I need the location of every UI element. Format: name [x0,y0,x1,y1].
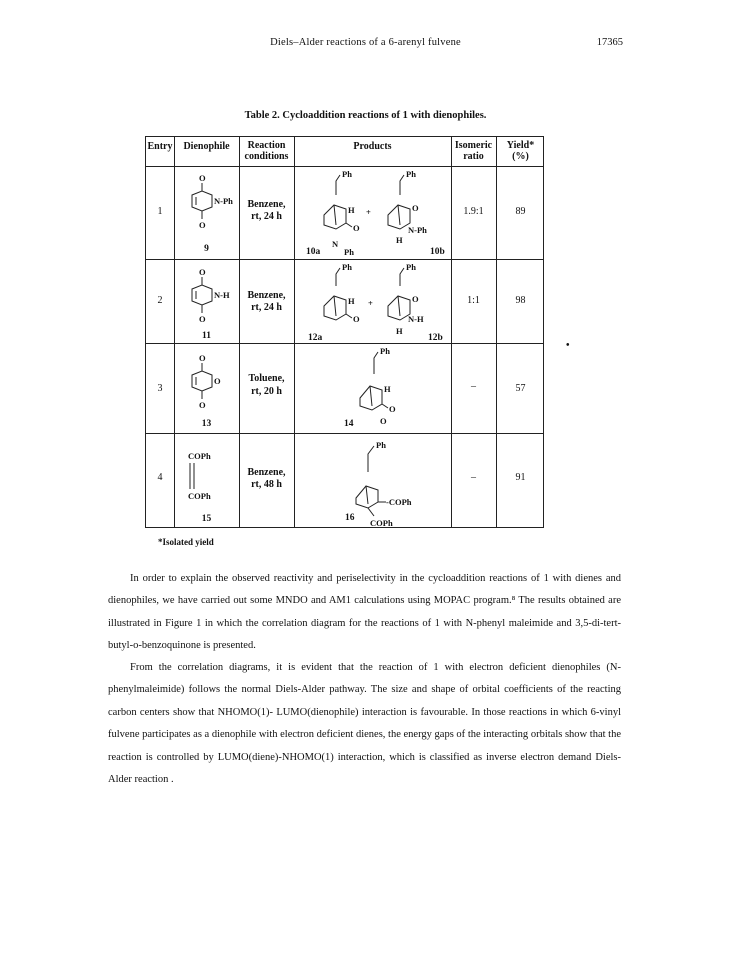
condition-solvent: Benzene, [247,467,286,478]
svg-text:Ph: Ph [406,169,416,179]
condition-solvent: Benzene, [247,290,286,301]
dienophile-label: 15 [201,514,212,524]
isomeric-ratio: 1.9:1 [463,206,484,217]
svg-text:+: + [368,298,373,308]
body-paragraph: In order to explain the observed reactivity and periselectivity in the cycloaddition reactions of 1 with dienes and dienophiles, we have carried out some MNDO and AM1 calculations using MOPAC program.⁸ The results obtained are illustrated in Figure 1 in which the correlation diagram for the reactions of 1 with N-phenyl maleimide and 3,5-di-tert-butyl-o-benzoquinone is presented. [108,573,621,652]
yield-value: 91 [515,472,526,483]
svg-text:Ph: Ph [342,169,352,179]
svg-text:COPh: COPh [188,491,211,501]
svg-text:N-Ph: N-Ph [214,196,233,206]
product-b-label: 10b [430,247,445,257]
isomeric-ratio: – [471,381,476,392]
header-reaction: Reaction [247,140,286,151]
svg-text:Ph: Ph [376,440,386,450]
condition-time: rt, 20 h [251,386,282,397]
svg-text:H: H [396,235,403,245]
dienophile-label: 13 [201,419,212,429]
svg-text:Ph: Ph [342,262,352,272]
table-footnote: *Isolated yield [158,537,214,547]
condition-time: rt, 24 h [251,302,282,313]
condition-time: rt, 48 h [251,479,282,490]
maleic-anhydride-structure [176,353,238,421]
svg-text:H: H [396,326,403,336]
svg-text:O: O [199,220,206,230]
svg-text:O: O [199,400,206,410]
maleimide-structure [176,173,238,243]
svg-text:H: H [348,296,355,306]
stray-bullet: • [566,340,570,351]
entry-number: 2 [157,295,163,306]
svg-text:Ph: Ph [344,247,354,257]
product-a-label: 12a [308,333,323,343]
product-a-label: 14 [344,419,354,429]
col-divider [294,137,295,527]
col-divider [496,137,497,527]
product-structures [296,167,451,259]
maleimide-structure [176,267,238,337]
condition-solvent: Toluene, [248,373,285,384]
svg-text:+: + [366,207,371,217]
col-divider [451,137,452,527]
dienophile-label: 11 [202,331,211,341]
svg-text:O: O [380,416,387,426]
header-products: Products [353,141,392,152]
row-divider [146,433,543,434]
entry-number: 3 [157,383,163,394]
product-structure [326,344,426,430]
yield-value: 98 [515,295,526,306]
entry-number: 4 [157,472,163,483]
product-a-label: 16 [345,513,355,523]
header-yield-unit: (%) [512,151,529,162]
svg-text:O: O [353,223,360,233]
product-structures [296,260,451,344]
svg-text:O: O [199,353,206,363]
svg-text:N-Ph: N-Ph [408,225,427,235]
product-b-label: 12b [428,333,443,343]
product-structure [326,436,436,528]
svg-text:Ph: Ph [380,346,390,356]
svg-text:O: O [214,376,221,386]
dienophile-label: 9 [204,244,209,254]
product-a-label: 10a [306,247,321,257]
entry-number: 1 [157,206,163,217]
body-paragraph: From the correlation diagrams, it is evident that the reaction of 1 with electron deficient dienophiles (N-phenylmaleimide) follows the normal Diels-Alder pathway. The size and shape of orbital coefficients of the reacting carbon centers show that NHOMO(1)- LUMO(dienophile) interaction is favourable. In those reactions in which 6-vinyl fulvene participates as a dienophile with electron deficient dienes, the energy gaps of the interacting orbitals show that the reaction is controlled by LUMO(diene)-NHOMO(1) interaction, which is classified as inverse electron demand Diels-Alder reaction . [108,662,621,786]
svg-text:COPh: COPh [370,518,393,528]
header-conditions: conditions [244,151,289,162]
svg-text:O: O [199,314,206,324]
dibenzoylethylene-structure [176,449,238,509]
svg-text:N: N [332,239,339,249]
isomeric-ratio: – [471,472,476,483]
svg-text:O: O [199,173,206,183]
header-dienophile: Dienophile [183,141,230,152]
isomeric-ratio: 1:1 [467,295,480,306]
reaction-table [145,136,544,528]
svg-text:O: O [412,203,419,213]
svg-text:Ph: Ph [406,262,416,272]
header-ratio: ratio [463,151,484,162]
svg-text:O: O [389,404,396,414]
header-isomeric: Isomeric [454,140,493,151]
svg-text:N-H: N-H [408,314,424,324]
running-header-title: Diels–Alder reactions of a 6-arenyl fulvene [270,37,461,48]
yield-value: 89 [515,206,526,217]
yield-value: 57 [515,383,526,394]
condition-time: rt, 24 h [251,211,282,222]
svg-text:H: H [384,384,391,394]
condition-solvent: Benzene, [247,199,286,210]
header-entry: Entry [147,141,173,152]
table-caption: Table 2. Cycloaddition reactions of 1 with dienophiles. [244,110,487,121]
svg-text:-COPh: -COPh [386,497,412,507]
svg-text:O: O [412,294,419,304]
svg-text:O: O [199,267,206,277]
svg-text:COPh: COPh [188,451,211,461]
svg-text:N-H: N-H [214,290,230,300]
svg-text:O: O [353,314,360,324]
header-yield: Yield* [506,140,535,151]
page-number: 17365 [596,37,623,48]
svg-text:H: H [348,205,355,215]
